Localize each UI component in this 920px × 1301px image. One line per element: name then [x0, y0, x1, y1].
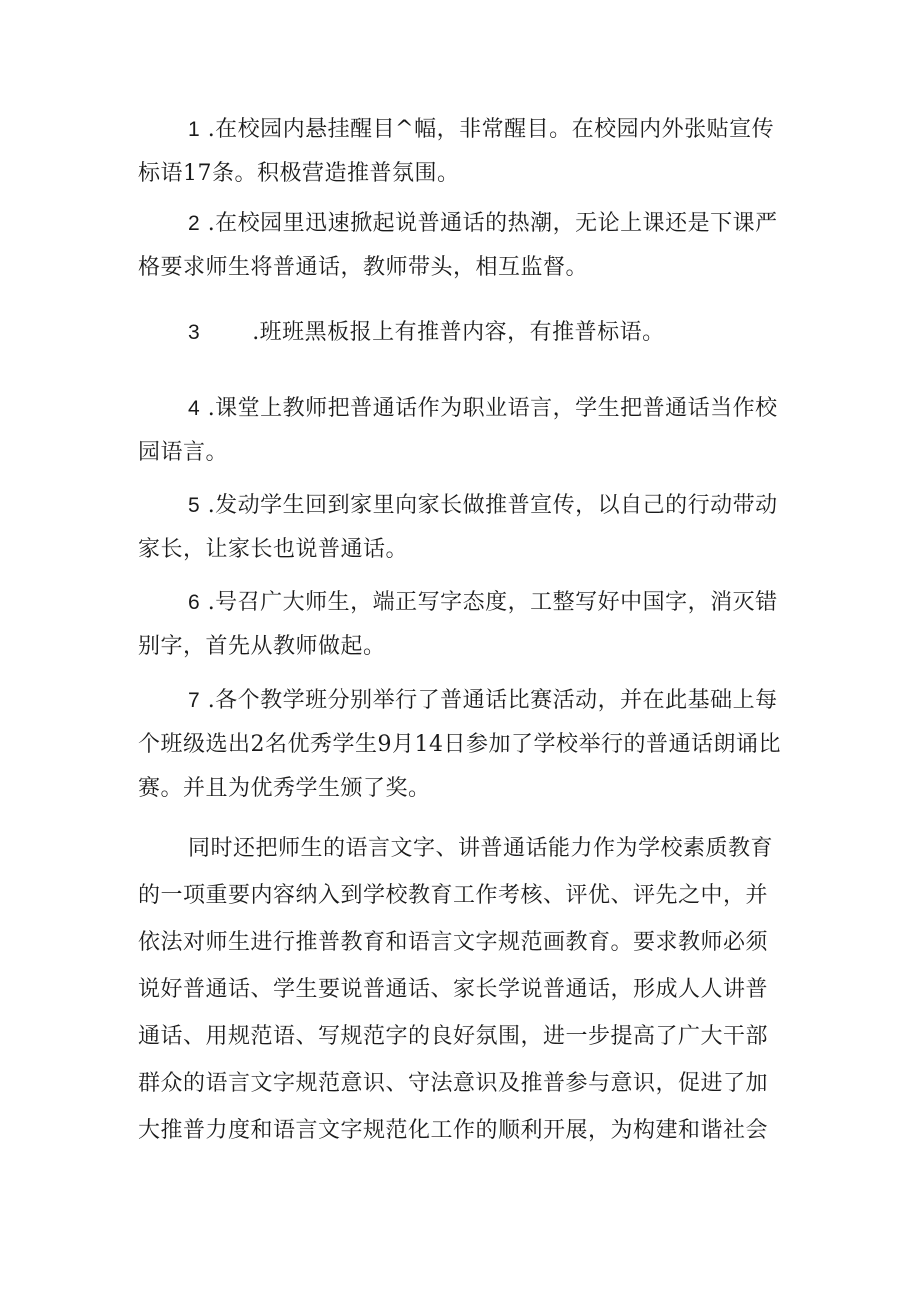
list-item-1-line-1	[138, 108, 798, 152]
list-item-6-text-1: .号召广大师生，端正写字态度，工整写好中国字，消灭错	[207, 590, 778, 615]
list-item-6-line-2: 别字，首先从教师做起。	[138, 634, 386, 659]
list-item-1-number: 1	[188, 118, 201, 141]
list-item-6-line-1	[138, 581, 798, 625]
list-item-7	[138, 679, 798, 811]
list-item-2-text-1: .在校园里迅速掀起说普通话的热潮，无论上课还是下课严	[207, 211, 778, 236]
closing-line-1: 同时还把师生的语言文字、讲普通话能力作为学校素质教育	[188, 836, 774, 861]
list-item-4-number: 4	[188, 397, 201, 420]
list-item-5-line-2: 家长，让家长也说普通话。	[138, 537, 409, 562]
list-item-7-line-2: 个班级选出2名优秀学生9月14日参加了学校举行的普通话朗诵比	[138, 732, 781, 757]
list-item-7-number: 7	[188, 689, 201, 712]
list-item-6	[138, 581, 798, 669]
list-item-7-line-3: 赛。并且为优秀学生颁了奖。	[138, 776, 431, 801]
closing-line-4: 说好普通话、学生要说普通话、家长学说普通话，形成人人讲普	[138, 977, 769, 1002]
list-item-5-text-1: .发动学生回到家里向家长做推普宣传，以自己的行动带动	[207, 493, 778, 518]
list-item-1-text-1: .在校园内悬挂醒目^幅，非常醒目。在校园内外张贴宣传	[207, 117, 775, 142]
list-item-3	[138, 311, 798, 355]
list-item-6-number: 6	[188, 591, 201, 614]
closing-paragraph	[138, 825, 798, 1154]
list-item-4-text-1: .课堂上教师把普通话作为职业语言，学生把普通话当作校	[207, 396, 778, 421]
list-item-5	[138, 484, 798, 572]
closing-line-5: 通话、用规范语、写规范字的良好氛围，进一步提高了广大干部	[138, 1024, 769, 1049]
list-item-2-line-2: 格要求师生将普通话，教师带头，相互监督。	[138, 255, 589, 280]
list-item-3-text-1: .班班黑板报上有推普内容，有推普标语。	[252, 320, 665, 345]
list-item-2-number: 2	[188, 212, 201, 235]
closing-line-3: 依法对师生进行推普教育和语言文字规范画教育。要求教师必须	[138, 930, 769, 955]
closing-line-7: 大推普力度和语言文字规范化工作的顺利开展，为构建和谐社会	[138, 1118, 769, 1143]
list-item-1-line-2: 标语17条。积极营造推普氛围。	[138, 161, 460, 186]
list-item-5-line-1	[138, 484, 798, 528]
closing-line-6: 群众的语言文字规范意识、守法意识及推普参与意识，促进了加	[138, 1071, 769, 1096]
list-item-3-number: 3	[188, 321, 201, 344]
list-item-4	[138, 387, 798, 475]
list-item-4-line-1	[138, 387, 798, 431]
list-item-2	[138, 202, 798, 290]
list-item-3-line-1	[138, 311, 798, 355]
closing-line-2: 的一项重要内容纳入到学校教育工作考核、评优、评先之中，并	[138, 883, 769, 908]
list-item-2-line-1	[138, 202, 798, 246]
list-item-1	[138, 108, 798, 196]
list-item-7-line-1	[138, 679, 798, 723]
list-item-5-number: 5	[188, 494, 201, 517]
list-item-4-line-2: 园语言。	[138, 440, 229, 465]
list-item-7-text-1: .各个教学班分别举行了普通话比赛活动，并在此基础上每	[207, 688, 778, 713]
